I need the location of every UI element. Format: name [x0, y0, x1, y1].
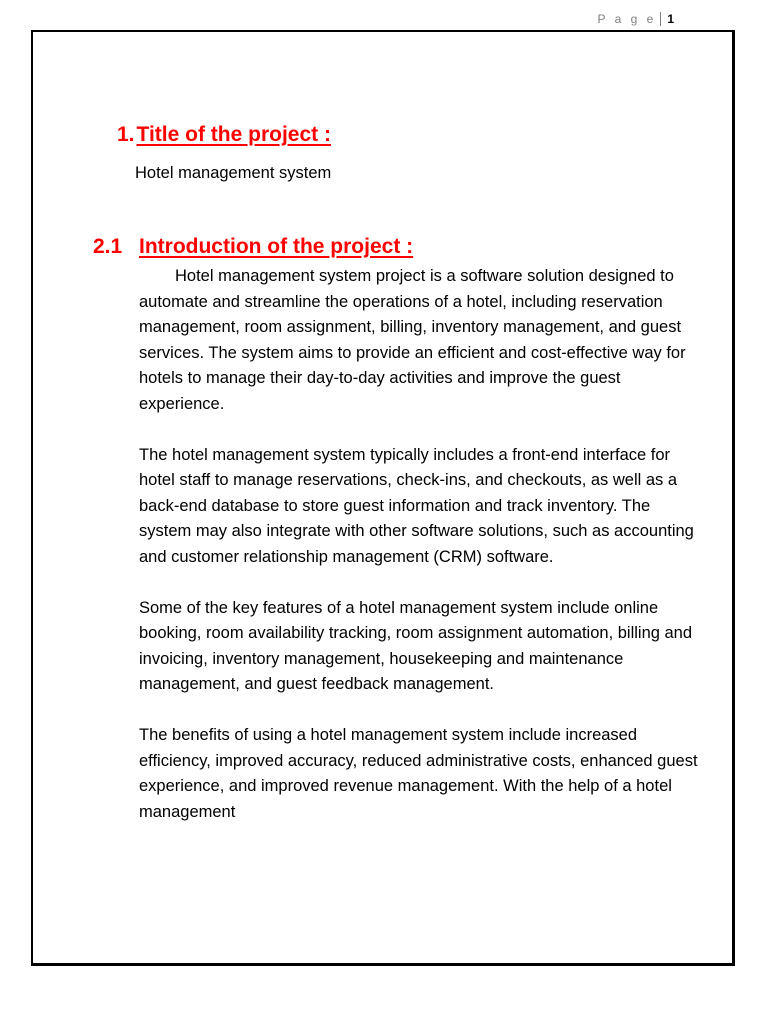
page-header — [598, 12, 675, 26]
paragraph: Some of the key features of a hotel management system include online booking, room availability tracking, room assignment automation, billing and invoicing, inventory management, housekeeping and maintenance management, and guest feedback management. — [139, 598, 693, 693]
paragraph: The hotel management system typically includes a front-end interface for hotel staff to manage reservations, check-ins, and checkouts, as well as a back-end database to store guest information and track inventory. The system may also integrate with other software solutions, such as accounting and customer relationship management (CRM) software. — [139, 445, 694, 566]
section-heading-text: Introduction of the project : — [139, 235, 414, 258]
page-number: 1 — [667, 12, 674, 26]
section-introduction-heading — [93, 235, 413, 259]
project-title: Hotel management system — [135, 164, 332, 182]
page-label: P a g e — [597, 12, 657, 26]
page-header-separator — [660, 12, 661, 26]
paragraph: Hotel management system project is a software solution designed to automate and streamline the operations of a hotel, including reservation management, room assignment, billing, inventory management, and guest services. The system aims to provide an efficient and cost-effective way for hotels to manage their day-to-day activities and improve the guest experience. — [139, 267, 686, 413]
section-number: 2.1 — [93, 235, 123, 258]
introduction-body — [139, 264, 699, 851]
section-number: 1. — [117, 123, 135, 146]
section-title-heading — [117, 123, 331, 147]
paragraph: The benefits of using a hotel management system include increased efficiency, improved accuracy, reduced administrative costs, enhanced guest experience, and improved revenue management. With the help of a hotel management — [139, 726, 698, 821]
section-heading-text: Title of the project : — [136, 123, 331, 146]
